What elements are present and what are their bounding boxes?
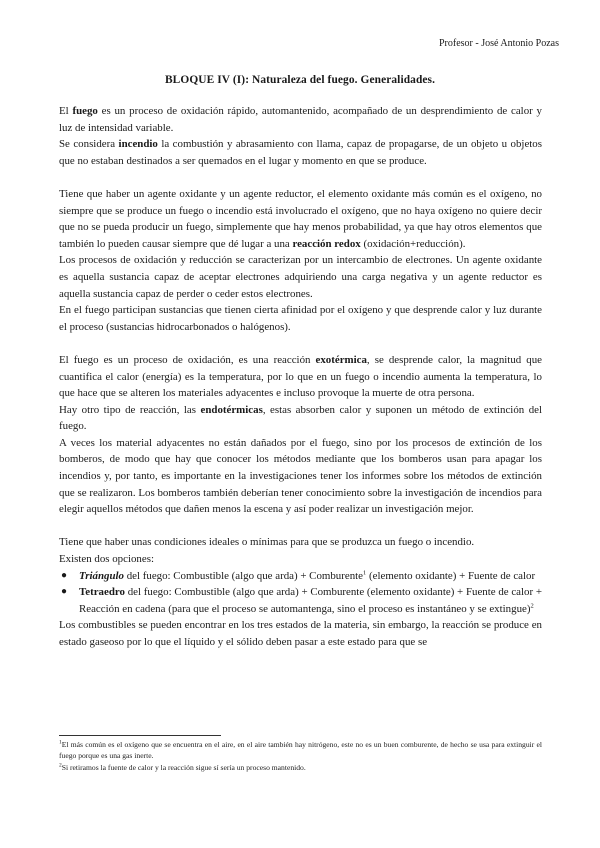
term-incendio: incendio <box>118 138 158 151</box>
footnotes <box>59 739 542 775</box>
bullet-icon: ● <box>61 569 68 581</box>
paragraph-combustibles: Los combustibles se pueden encontrar en los tres estados de la materia, sin embargo, la reacción se produce en estado gaseoso por lo que el líquido y el sólido deben pasar a este estado para que se <box>59 619 542 648</box>
options-list <box>59 568 542 618</box>
footnote-1: $^1$El más común es el oxígeno que se encuentra en el aire, en el aire también hay nitrógeno, este no es un buen comburente, de hecho se usa para extinguir el fuego porque es una gas inerte. <box>59 739 542 761</box>
footnote-ref-2[interactable]: 2 <box>530 602 534 610</box>
term-triangulo: Triángulo <box>79 569 124 582</box>
paragraph-fuego-definition: El fuego es un proceso de oxidación rápido, automantenido, acompañado de un desprendimiento de calor y luz de intensidad variable. <box>59 105 542 134</box>
term-endotermicas: endotérmicas <box>200 403 263 416</box>
paragraph-gap <box>59 335 542 352</box>
paragraph-oxygen-affinity: En el fuego participan sustancias que tienen cierta afinidad por el oxígeno y que desprende calor y luz durante el proceso (sustancias hidrocarbonados o halógenos). <box>59 304 542 333</box>
paragraph-gap <box>59 169 542 186</box>
paragraph-exotermica: El fuego es un proceso de oxidación, es una reacción exotérmica, se desprende calor, la magnitud que cuantifica el calor (energía) es la temperatura, por lo que en un fuego o incendio aumenta la temperatura, lo que hace que se alteren los materiales adyacentes e incluso provoque la muerte de otra persona. <box>59 353 542 400</box>
paragraph-electrons: Los procesos de oxidación y reducción se caracterizan por un intercambio de electrones. Un agente oxidante es aquella sustancia capaz de aceptar electrones adquiriendo una carga negativa y un agente reductor es aquella sustancia capaz de perder o ceder estos electrones. <box>59 254 542 300</box>
paragraph-opciones: Existen dos opciones: <box>59 553 154 566</box>
term-fuego: fuego <box>72 105 98 117</box>
page-header-author: Profesor - José Antonio Pozas <box>439 38 559 49</box>
paragraph-endotermicas: Hay otro tipo de reacción, las endotérmicas, estas absorben calor y suponen un método de extinción del fuego. <box>59 403 542 433</box>
footnote-2: $^2$Si retiramos la fuente de calor y la reacción sigue sí sería un proceso mantenido. <box>59 762 306 773</box>
paragraph-gap <box>59 518 542 535</box>
list-item-triangulo: ● Triángulo del fuego: Combustible (algo que arda) + Comburente$^1$ (elemento oxidante) + Fuente de calor <box>59 568 542 585</box>
paragraph-redox: Tiene que haber un agente oxidante y un agente reductor, el elemento oxidante más común es el oxígeno, no siempre que se produce un fuego o incendio está involucrado el oxígeno, que no haya oxígeno no quiere decir que no se pueda producir un fuego, simplemente que hay menos probabilidad, ya que hay otros elementos que también lo pueden causar siempre que dé lugar a una reacción redox (oxidación+reducción). <box>59 187 542 250</box>
page-title: BLOQUE IV (I): Naturaleza del fuego. Generalidades. <box>164 74 436 86</box>
footnote-ref-1[interactable]: 1 <box>363 569 367 576</box>
term-tetraedro: Tetraedro <box>79 586 125 599</box>
list-item-tetraedro: ● Tetraedro del fuego: Combustible (algo que arda) + Comburente (elemento oxidante) + Fuente de calor + Reacción en cadena (para que el proceso se automantenga, sino el proceso es instantáneo y se extingue)$^2$ <box>61 586 542 615</box>
document-body <box>59 103 542 651</box>
term-exotermica: exotérmica <box>315 353 367 366</box>
bullet-icon: ● <box>61 586 68 598</box>
footnote-divider <box>59 735 221 736</box>
term-reaccion-redox: reacción redox <box>292 237 361 250</box>
paragraph-condiciones: Tiene que haber unas condiciones ideales o mínimas para que se produzca un fuego o incendio. <box>59 536 475 549</box>
paragraph-incendio-definition: Se considera incendio la combustión y abrasamiento con llama, capaz de propagarse, de un objeto u objetos que no estaban destinados a ser quemados en el lugar y momento en que se produce. <box>59 138 542 167</box>
paragraph-extincion: A veces los material adyacentes no están dañados por el fuego, sino por los procesos de extinción de los bomberos, de modo que hay que conocer los métodos mediante que los bomberos usan para apagar los incendios y, por tanto, es importante en la investigaciones tener los informes sobre los métodos de extinción que se realizaron. Los bomberos también deberían tener conocimiento sobre la investigación de incendios para elegir aquellos métodos que dañen menos la escena y así poder realizar un investigación mejor. <box>59 436 542 516</box>
